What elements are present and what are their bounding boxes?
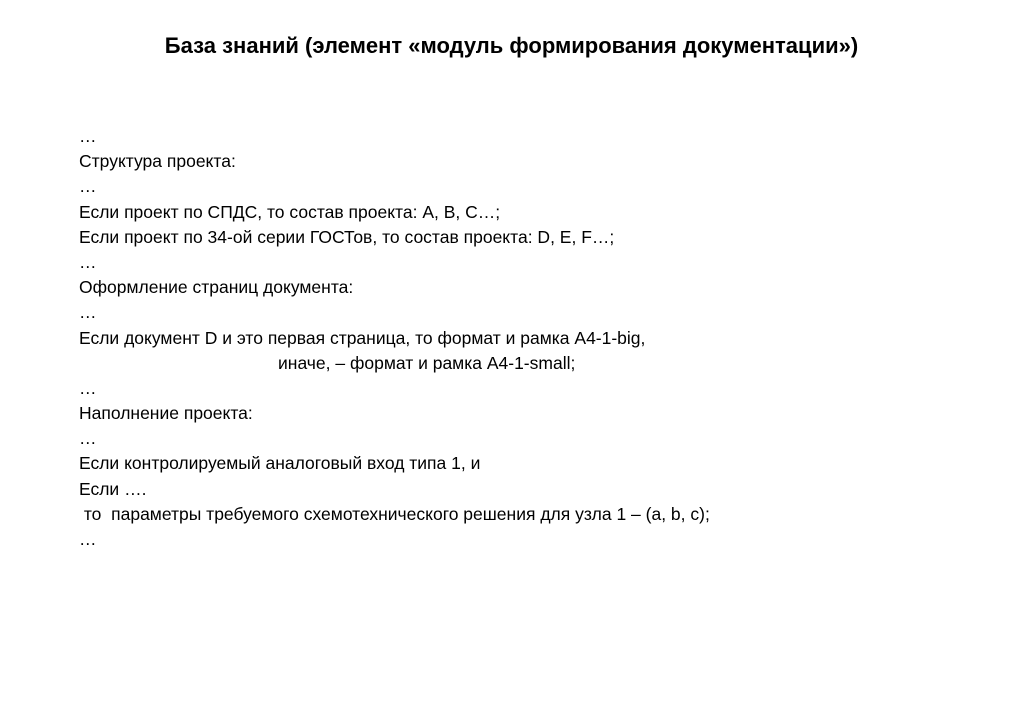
rule-spds-composition: Если проект по СПДС, то состав проекта: A, B, C…; [79,201,501,222]
ellipsis-line: … [79,377,97,398]
rule-analog-input-condition: Если контролируемый аналоговый вход типа 1, и [79,453,481,474]
ellipsis-line: … [79,428,97,449]
rule-additional-condition: Если …. [79,478,147,499]
rule-circuit-parameters: то параметры требуемого схемотехнического решения для узла 1 – (a, b, c); [79,503,710,524]
rule-gost34-composition: Если проект по 34-ой серии ГОСТов, то состав проекта: D, E, F…; [79,226,615,247]
ellipsis-line: … [79,529,97,549]
ellipsis-line: … [79,176,97,197]
ellipsis-line: … [79,251,97,272]
section-heading-project-structure: Структура проекта: [79,151,236,172]
page-title: База знаний (элемент «модуль формирования документации») [164,33,859,58]
rule-first-page-format: Если документ D и это первая страница, то формат и рамка A4-1-big, [79,327,646,348]
ellipsis-line: … [79,126,97,146]
section-heading-project-filling: Наполнение проекта: [79,403,253,424]
section-heading-page-formatting: Оформление страниц документа: [79,277,354,298]
rule-else-page-format: иначе, – формат и рамка A4-1-small; [278,352,576,373]
ellipsis-line: … [79,302,97,323]
knowledge-base-rules [79,124,999,552]
